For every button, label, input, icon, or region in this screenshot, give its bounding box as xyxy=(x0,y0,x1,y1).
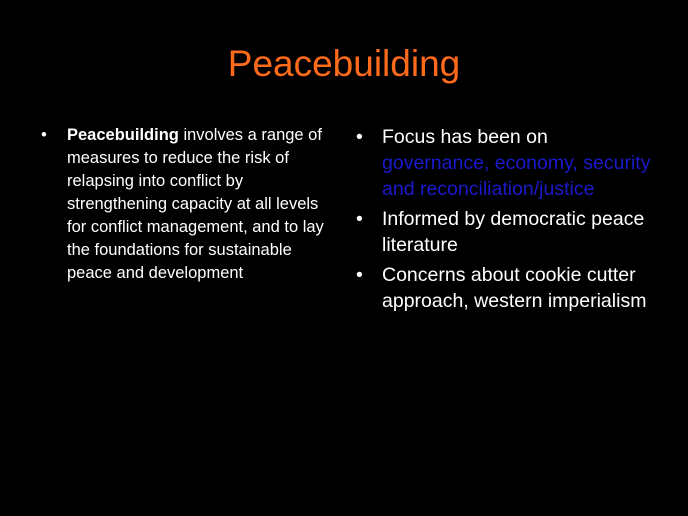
bullet-icon: • xyxy=(41,126,47,144)
bullet-icon: • xyxy=(356,126,363,148)
bullet-highlight-text: governance, economy, security and reconciliation/justice xyxy=(382,152,651,200)
list-item xyxy=(354,124,654,202)
bullet-icon: • xyxy=(356,208,363,230)
left-column xyxy=(38,124,338,285)
right-column xyxy=(354,124,654,318)
bullet-icon: • xyxy=(356,264,363,286)
bullet-text: Informed by democratic peace literature xyxy=(382,208,645,256)
bullet-text: involves a range of measures to reduce the risk of relapsing into conflict by strengthening capacity at all levels for conflict management, and to lay the foundations for sustainable peace and development xyxy=(67,126,324,282)
bullet-term: Peacebuilding xyxy=(67,126,179,144)
slide-title: Peacebuilding xyxy=(227,43,461,84)
bullet-text: Concerns about cookie cutter approach, western imperialism xyxy=(382,264,647,312)
list-item xyxy=(354,262,654,314)
left-bullet-list xyxy=(38,124,338,285)
bullet-text: Focus has been on xyxy=(382,126,548,148)
list-item xyxy=(38,124,338,285)
list-item xyxy=(354,206,654,258)
right-bullet-list xyxy=(354,124,654,314)
